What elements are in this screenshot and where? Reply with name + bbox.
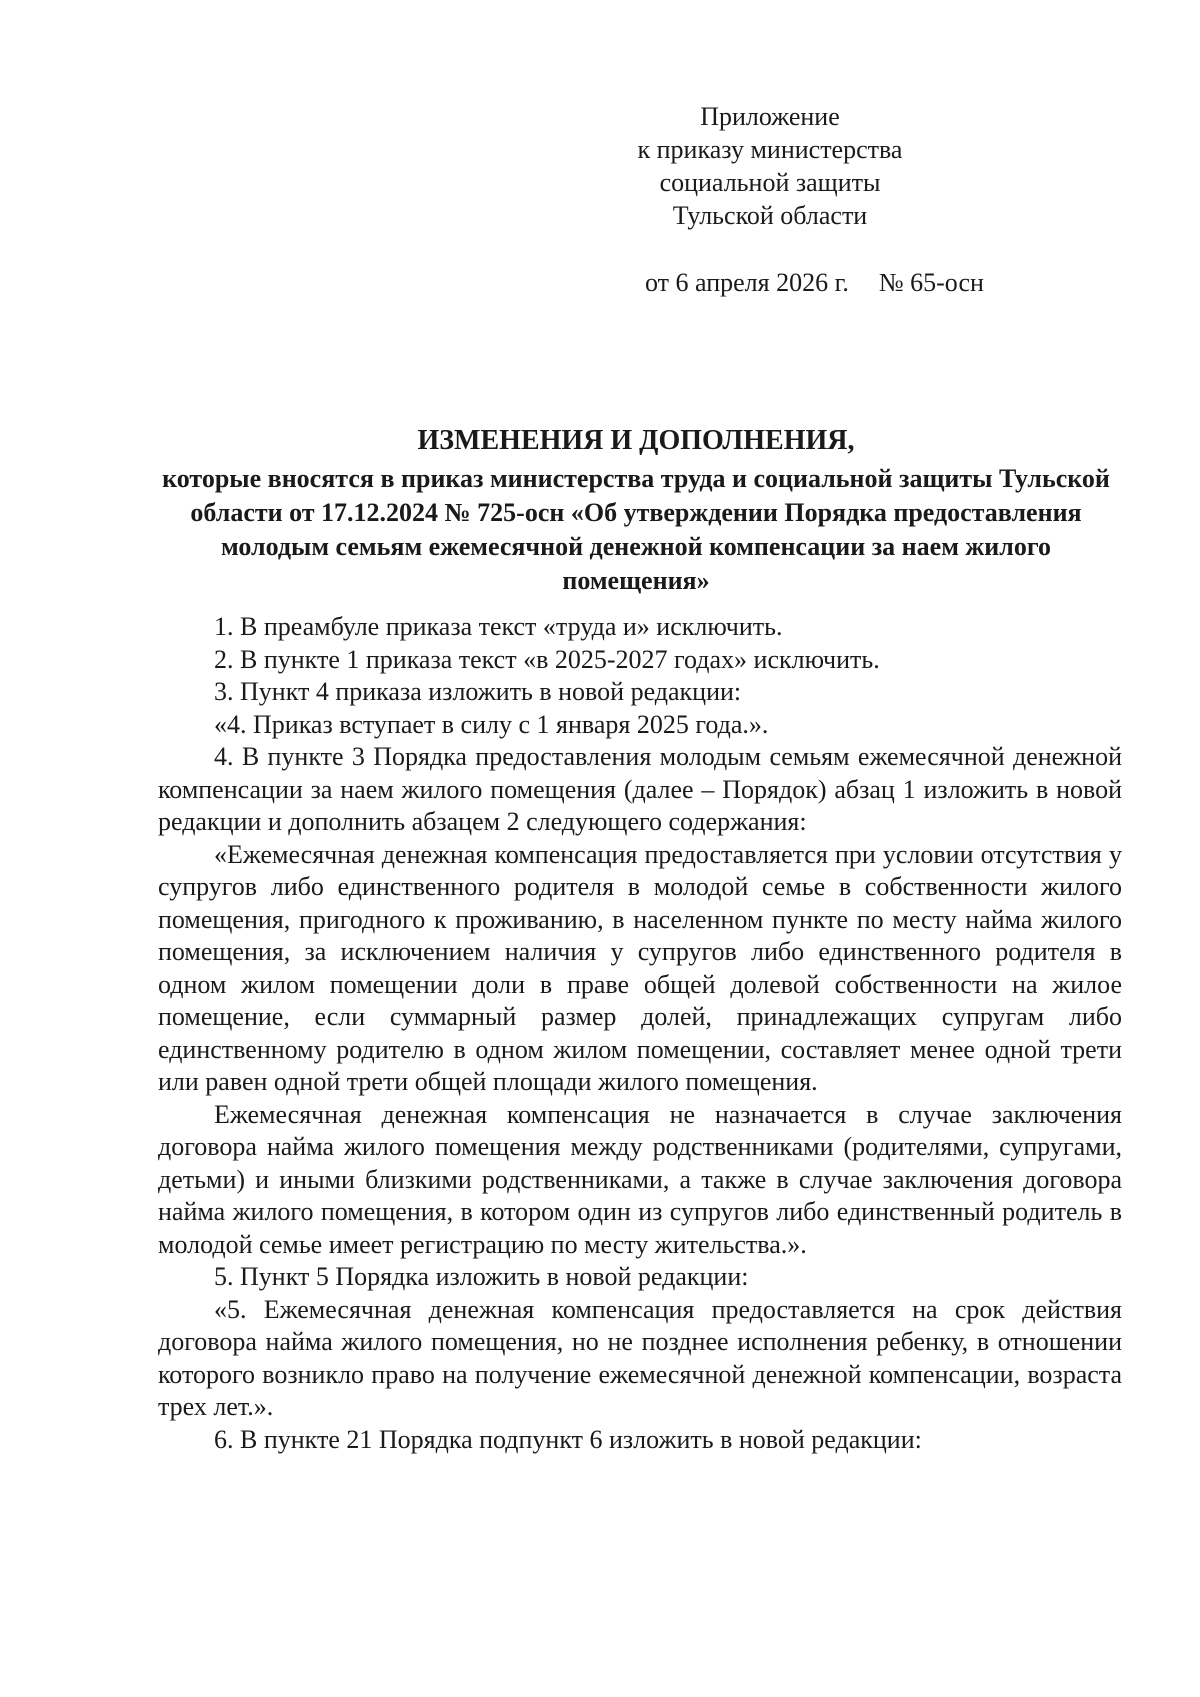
paragraph: «Ежемесячная денежная компенсация предоставляется при условии отсутствия у супругов либо единственного родителя в молодой семье в собственности жилого помещения, пригодного к проживанию, в населенном пункте по месту найма жилого помещения, за исключением наличия у супругов либо единственного родителя в одном жилом помещении доли в праве общей долевой собственности на жилое помещение, если суммарный размер долей, принадлежащих супругам либо единственному родителю в одном жилом помещении, составляет менее одной трети или равен одной трети общей площади жилого помещения.: [158, 839, 1122, 1096]
title-subtitle: которые вносятся в приказ министерства труда и социальной защиты Тульской области от 17.12.2024 № 725-осн «Об утверждении Порядка предоставления молодым семьям ежемесячной денежной компенсации за наем жилого помещения»: [162, 464, 1110, 595]
order-reference: [645, 266, 984, 299]
order-date: от 6 апреля 2026 г.: [645, 268, 849, 297]
paragraph: 3. Пункт 4 приказа изложить в новой редакции:: [214, 677, 742, 706]
appendix-header: [600, 100, 940, 232]
appendix-line: к приказу министерства: [637, 135, 903, 164]
paragraph: 6. В пункте 21 Порядка подпункт 6 изложить в новой редакции:: [214, 1424, 922, 1454]
paragraph: 5. Пункт 5 Порядка изложить в новой редакции:: [214, 1262, 749, 1291]
appendix-line: Тульской области: [672, 201, 868, 230]
appendix-line: социальной защиты: [659, 168, 881, 197]
paragraph: 1. В преамбуле приказа текст «труда и» исключить.: [214, 612, 783, 641]
paragraph: «5. Ежемесячная денежная компенсация предоставляется на срок действия договора найма жилого помещения, но не позднее исполнения ребенку, в отношении которого возникло право на получение ежемесячной денежной компенсации, возраста трех лет.».: [158, 1294, 1122, 1421]
order-number: № 65-осн: [878, 268, 984, 297]
document-title: [150, 424, 1122, 598]
title-main: ИЗМЕНЕНИЯ И ДОПОЛНЕНИЯ,: [417, 425, 855, 456]
paragraph: Ежемесячная денежная компенсация не назначается в случае заключения договора найма жилого помещения между родственниками (родителями, супругами, детьми) и иными близкими родственниками, а также в случае заключения договора найма жилого помещения, в котором один из супругов либо единственный родитель в молодой семье имеет регистрацию по месту жительства.».: [158, 1099, 1122, 1259]
paragraph: «4. Приказ вступает в силу с 1 января 2025 года.».: [214, 709, 769, 739]
paragraph: 4. В пункте 3 Порядка предоставления молодым семьям ежемесячной денежной компенсации за наем жилого помещения (далее – Порядок) абзац 1 изложить в новой редакции и дополнить абзацем 2 следующего содержания:: [158, 742, 1122, 836]
paragraph: 2. В пункте 1 приказа текст «в 2025-2027 годах» исключить.: [214, 644, 880, 674]
document-body: [158, 611, 1122, 1456]
appendix-line: Приложение: [700, 102, 840, 131]
